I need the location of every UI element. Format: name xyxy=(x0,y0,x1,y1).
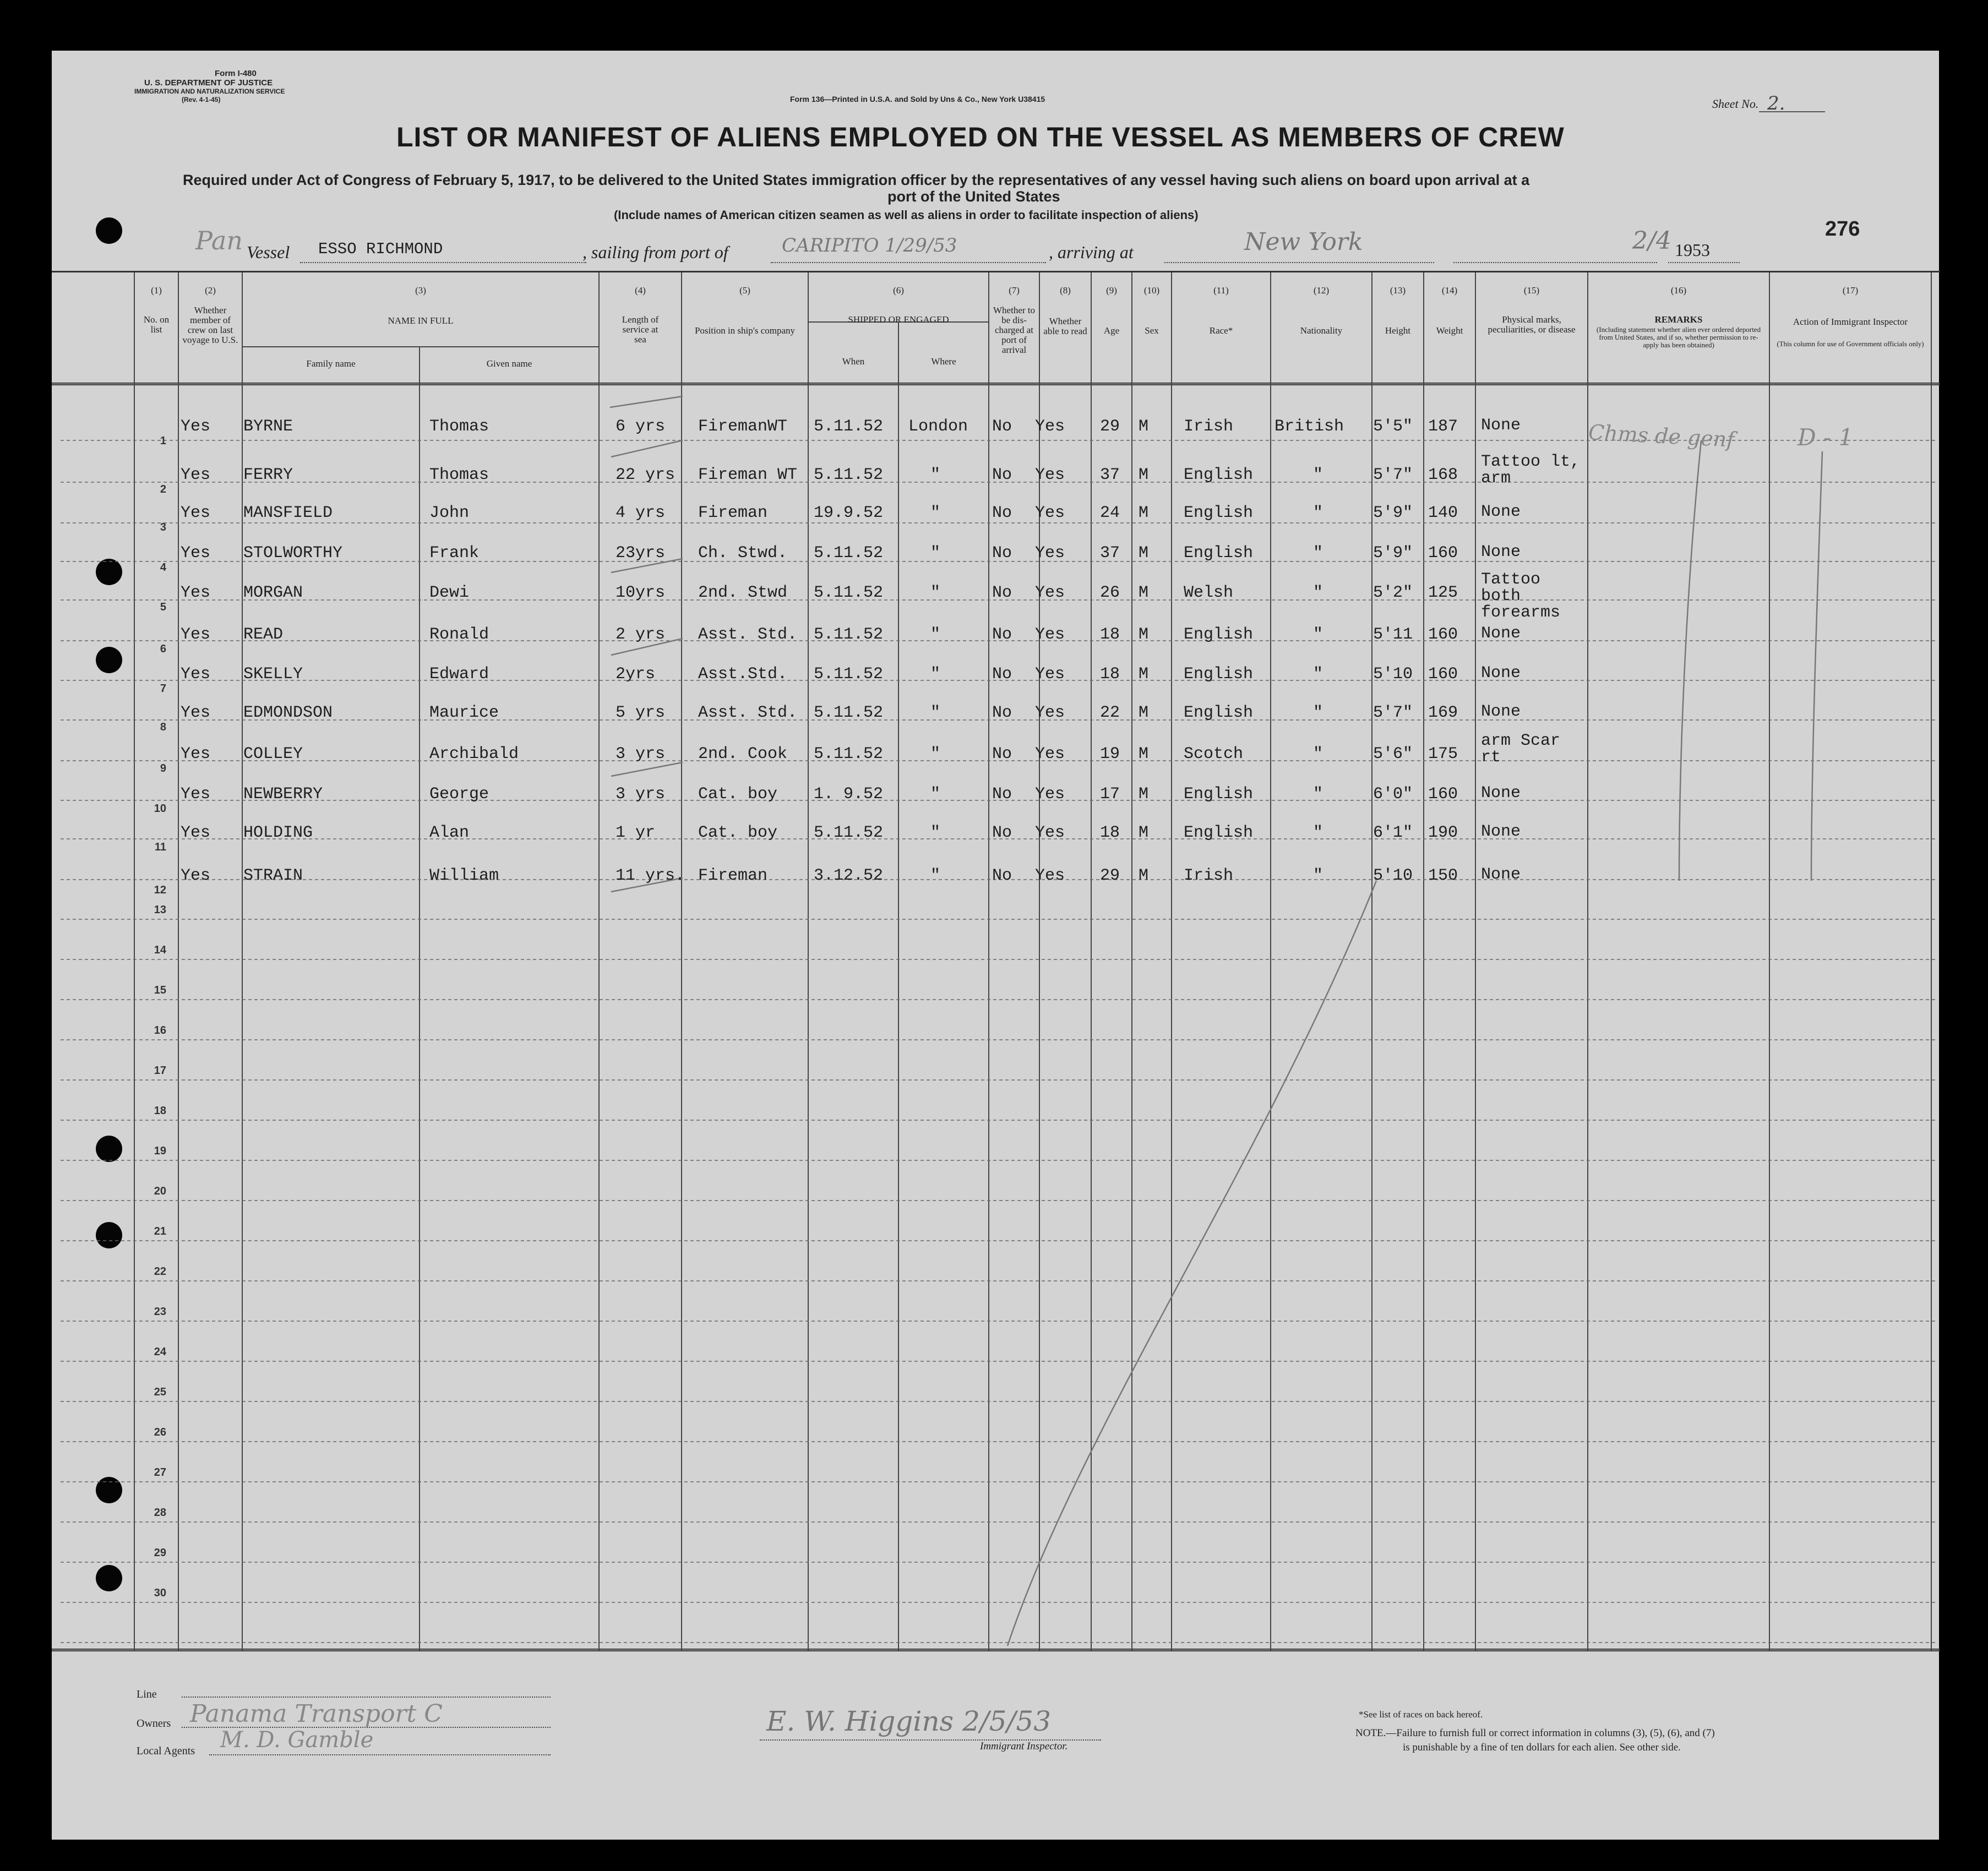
weight-cell: 187 xyxy=(1428,417,1458,436)
position-cell: Fireman xyxy=(698,504,768,522)
height-cell: 5'2" xyxy=(1373,583,1413,602)
sex-cell: M xyxy=(1139,665,1149,684)
able-to-read-cell: Yes xyxy=(1035,665,1065,684)
agents-underline xyxy=(209,1754,551,1755)
col-8-num: (8) xyxy=(1060,285,1071,296)
age-cell: 37 xyxy=(1100,544,1120,563)
height-cell: 5'11 xyxy=(1373,625,1413,644)
shipped-where-cell: " xyxy=(930,504,941,522)
position-cell: Cat. boy xyxy=(698,785,778,804)
col-7-header: Whether to be dis-charged at port of arrival xyxy=(993,305,1035,355)
race-cell: Irish xyxy=(1184,417,1234,436)
line-label: Line xyxy=(137,1688,157,1700)
last-voyage-cell: Yes xyxy=(181,625,211,644)
discharge-cell: No xyxy=(992,745,1012,763)
row-number: 7 xyxy=(160,683,166,695)
row-number: 29 xyxy=(154,1547,166,1559)
printer-line: Form 136—Printed in U.S.A. and Sold by Uns & Co., New York U38415 xyxy=(790,95,1045,103)
vessel-prefix: Pan xyxy=(195,226,243,255)
col-3-header: NAME IN FULL xyxy=(388,315,454,326)
weight-cell: 125 xyxy=(1428,583,1458,602)
height-cell: 5'10 xyxy=(1373,665,1413,684)
service-cell: 4 yrs xyxy=(616,504,666,522)
able-to-read-cell: Yes xyxy=(1035,703,1065,722)
family-name-cell: SKELLY xyxy=(243,665,303,684)
able-to-read-cell: Yes xyxy=(1035,544,1065,563)
family-name-cell: STOLWORTHY xyxy=(243,544,343,563)
arrival-port: New York xyxy=(1244,228,1363,256)
row-number: 18 xyxy=(154,1105,166,1117)
col-14-header: Weight xyxy=(1436,325,1463,336)
strike-mark xyxy=(610,396,683,407)
row-number: 17 xyxy=(154,1065,166,1077)
family-name-cell: EDMONDSON xyxy=(243,703,333,722)
weight-cell: 169 xyxy=(1428,703,1458,722)
service-cell: 5 yrs xyxy=(616,703,666,722)
action-annotation: D - 1 xyxy=(1798,424,1854,451)
last-voyage-cell: Yes xyxy=(181,544,211,563)
col-6-when-header: When xyxy=(842,356,865,367)
service-cell: 2 yrs xyxy=(616,625,666,644)
physical-marks-cell: None xyxy=(1481,503,1521,521)
given-name-cell: Thomas xyxy=(429,466,489,484)
sex-cell: M xyxy=(1139,785,1149,804)
service-cell: 11 yrs. xyxy=(616,866,685,885)
physical-marks-cell: Tattoo both forearms xyxy=(1481,570,1561,622)
col-12-num: (12) xyxy=(1313,285,1330,296)
family-name-cell: MANSFIELD xyxy=(243,504,333,522)
col-15-header: Physical marks, peculiarities, or disease xyxy=(1488,314,1576,335)
position-cell: 2nd. Cook xyxy=(698,745,788,763)
nationality-cell: " xyxy=(1313,785,1323,804)
row-number: 23 xyxy=(154,1306,166,1318)
age-cell: 24 xyxy=(1100,504,1120,522)
col-13-header: Height xyxy=(1385,325,1411,336)
row-number: 8 xyxy=(160,721,166,733)
position-cell: Asst. Std. xyxy=(698,703,798,722)
given-name-cell: Ronald xyxy=(429,625,489,644)
last-voyage-cell: Yes xyxy=(181,785,211,804)
sheet-number: 2. xyxy=(1767,92,1785,114)
service-cell: 3 yrs xyxy=(616,745,666,763)
col-6-where-header: Where xyxy=(931,356,956,367)
agents-value: M. D. Gamble xyxy=(220,1727,374,1753)
able-to-read-cell: Yes xyxy=(1035,466,1065,484)
able-to-read-cell: Yes xyxy=(1035,785,1065,804)
height-cell: 5'5" xyxy=(1373,417,1413,436)
physical-marks-cell: None xyxy=(1481,865,1521,884)
arrival-date: 2/4 xyxy=(1632,227,1671,255)
col-12-header: Nationality xyxy=(1300,325,1343,336)
able-to-read-cell: Yes xyxy=(1035,823,1065,842)
race-cell: English xyxy=(1184,466,1254,484)
family-name-cell: READ xyxy=(243,625,284,644)
shipped-where-cell: " xyxy=(930,866,941,885)
row-number: 19 xyxy=(154,1145,166,1157)
race-cell: English xyxy=(1184,823,1254,842)
col-13-num: (13) xyxy=(1390,285,1406,296)
row-number: 28 xyxy=(154,1507,166,1519)
race-cell: Scotch xyxy=(1184,745,1244,763)
row-number: 5 xyxy=(160,601,166,613)
given-name-cell: Dewi xyxy=(429,583,470,602)
col-4-num: (4) xyxy=(635,285,646,296)
shipped-when-cell: 5.11.52 xyxy=(814,466,884,484)
family-name-cell: MORGAN xyxy=(243,583,303,602)
given-name-cell: Archibald xyxy=(429,745,519,763)
able-to-read-cell: Yes xyxy=(1035,504,1065,522)
service-cell: 22 yrs xyxy=(616,466,676,484)
given-name-cell: Edward xyxy=(429,665,489,684)
required-line-1: Required under Act of Congress of February 5, 1917, to be delivered to the United States immigration officer by the representatives of any vessel having such aliens on board upon arrival at a xyxy=(183,172,1530,188)
height-cell: 5'6" xyxy=(1373,745,1413,763)
family-name-cell: NEWBERRY xyxy=(243,785,323,804)
discharge-cell: No xyxy=(992,504,1012,522)
last-voyage-cell: Yes xyxy=(181,583,211,602)
sex-cell: M xyxy=(1139,466,1149,484)
position-cell: Asst.Std. xyxy=(698,665,788,684)
shipped-where-cell: " xyxy=(930,583,941,602)
shipped-where-cell: " xyxy=(930,544,941,563)
row-number: 15 xyxy=(154,984,166,996)
col-14-num: (14) xyxy=(1441,285,1458,296)
discharge-cell: No xyxy=(992,625,1012,644)
able-to-read-cell: Yes xyxy=(1035,625,1065,644)
age-cell: 18 xyxy=(1100,823,1120,842)
vessel-name: ESSO RICHMOND xyxy=(318,240,443,258)
shipped-when-cell: 5.11.52 xyxy=(814,745,884,763)
row-number: 30 xyxy=(154,1587,166,1599)
col-5-header: Position in ship's company xyxy=(694,325,796,336)
col-17-num: (17) xyxy=(1842,285,1859,296)
shipped-where-cell: " xyxy=(930,466,941,484)
service-cell: 2yrs xyxy=(616,665,656,684)
age-cell: 18 xyxy=(1100,665,1120,684)
age-cell: 29 xyxy=(1100,866,1120,885)
arrival-year: 1953 xyxy=(1675,240,1710,260)
col-16-header: REMARKS xyxy=(1654,314,1703,325)
race-cell: Welsh xyxy=(1184,583,1234,602)
col-3-family-header: Family name xyxy=(306,358,356,369)
sex-cell: M xyxy=(1139,866,1149,885)
shipped-where-cell: " xyxy=(930,823,941,842)
col-3-given-header: Given name xyxy=(486,358,532,369)
row-number: 9 xyxy=(160,762,166,774)
race-cell: English xyxy=(1184,665,1254,684)
stamp-number: 276 xyxy=(1825,217,1860,241)
position-cell: Cat. boy xyxy=(698,823,778,842)
form-number: Form I-480 xyxy=(215,69,257,78)
able-to-read-cell: Yes xyxy=(1035,583,1065,602)
last-voyage-cell: Yes xyxy=(181,665,211,684)
col-16-subheader: (Including statement whether alien ever ordered deported from United States, and if so, whether permission to re-apply has been obtained) xyxy=(1596,325,1761,349)
col-11-header: Race* xyxy=(1209,325,1233,336)
shipped-when-cell: 5.11.52 xyxy=(814,625,884,644)
shipped-when-cell: 3.12.52 xyxy=(814,866,884,885)
col-3-num: (3) xyxy=(415,285,426,296)
age-cell: 18 xyxy=(1100,625,1120,644)
race-cell: Irish xyxy=(1184,866,1234,885)
given-name-cell: Frank xyxy=(429,544,480,563)
given-name-cell: John xyxy=(429,504,470,522)
col-9-header: Age xyxy=(1103,325,1120,336)
able-to-read-cell: Yes xyxy=(1035,417,1065,436)
col-17-subheader: (This column for use of Government officials only) xyxy=(1777,340,1924,348)
sailing-label: , sailing from port of xyxy=(582,242,728,262)
row-number: 22 xyxy=(154,1265,166,1278)
family-name-cell: STRAIN xyxy=(243,866,303,885)
service-cell: 23yrs xyxy=(616,544,666,563)
weight-cell: 160 xyxy=(1428,544,1458,563)
last-voyage-cell: Yes xyxy=(181,703,211,722)
nationality-cell: " xyxy=(1313,703,1323,722)
col-1-header: No. on list xyxy=(143,314,170,335)
shipped-where-cell: " xyxy=(930,625,941,644)
shipped-where-cell: " xyxy=(930,745,941,763)
vessel-label: Vessel xyxy=(247,242,290,262)
sex-cell: M xyxy=(1139,745,1149,763)
row-number: 1 xyxy=(160,435,166,447)
shipped-when-cell: 5.11.52 xyxy=(814,703,884,722)
family-name-cell: FERRY xyxy=(243,466,293,484)
line-underline xyxy=(182,1697,551,1698)
col-2-num: (2) xyxy=(205,285,216,296)
col-11-num: (11) xyxy=(1213,285,1229,296)
height-cell: 5'10 xyxy=(1373,866,1413,885)
col-9-num: (9) xyxy=(1106,285,1117,296)
last-voyage-cell: Yes xyxy=(181,504,211,522)
shipped-where-cell: " xyxy=(930,665,941,684)
nationality-cell: British xyxy=(1275,417,1344,436)
physical-marks-cell: None xyxy=(1481,664,1521,683)
height-cell: 5'7" xyxy=(1373,466,1413,484)
fine-note-2: is punishable by a fine of ten dollars for each alien. See other side. xyxy=(1403,1742,1681,1753)
row-number: 4 xyxy=(160,561,166,574)
sex-cell: M xyxy=(1139,417,1149,436)
weight-cell: 175 xyxy=(1428,745,1458,763)
weight-cell: 140 xyxy=(1428,504,1458,522)
nationality-cell: " xyxy=(1313,466,1323,484)
row-number: 27 xyxy=(154,1466,166,1479)
given-name-cell: George xyxy=(429,785,489,804)
nationality-cell: " xyxy=(1313,544,1323,563)
owners-label: Owners xyxy=(137,1717,171,1730)
inspector-signature: E. W. Higgins 2/5/53 xyxy=(766,1705,1052,1737)
height-cell: 6'1" xyxy=(1373,823,1413,842)
shipped-where-cell: London xyxy=(908,417,968,436)
height-cell: 5'7" xyxy=(1373,703,1413,722)
col-10-header: Sex xyxy=(1145,325,1159,336)
last-voyage-cell: Yes xyxy=(181,745,211,763)
shipped-when-cell: 5.11.52 xyxy=(814,583,884,602)
shipped-when-cell: 5.11.52 xyxy=(814,417,884,436)
position-cell: Asst. Std. xyxy=(698,625,798,644)
height-cell: 5'9" xyxy=(1373,504,1413,522)
physical-marks-cell: Tattoo lt, arm xyxy=(1481,452,1581,488)
physical-marks-cell: arm Scar rt xyxy=(1481,732,1561,767)
position-cell: Ch. Stwd. xyxy=(698,544,788,563)
nationality-cell: " xyxy=(1313,866,1323,885)
races-note: *See list of races on back hereof. xyxy=(1359,1709,1483,1720)
row-number: 25 xyxy=(154,1386,166,1398)
discharge-cell: No xyxy=(992,544,1012,563)
service-cell: 6 yrs xyxy=(616,417,666,436)
able-to-read-cell: Yes xyxy=(1035,745,1065,763)
row-number: 3 xyxy=(160,521,166,533)
discharge-cell: No xyxy=(992,417,1012,436)
sailing-port: CARIPITO 1/29/53 xyxy=(782,234,957,257)
col-6-header: SHIPPED OR ENGAGED xyxy=(848,314,949,325)
col-17-header: Action of Immigrant Inspector xyxy=(1793,317,1908,327)
weight-cell: 160 xyxy=(1428,665,1458,684)
position-cell: FiremanWT xyxy=(698,417,788,436)
race-cell: English xyxy=(1184,703,1254,722)
shipped-where-cell: " xyxy=(930,785,941,804)
age-cell: 19 xyxy=(1100,745,1120,763)
row-number: 2 xyxy=(160,483,166,495)
age-cell: 26 xyxy=(1100,583,1120,602)
weight-cell: 160 xyxy=(1428,785,1458,804)
sex-cell: M xyxy=(1139,625,1149,644)
service-cell: 1 yr xyxy=(616,823,656,842)
row-number: 10 xyxy=(154,803,166,815)
given-name-cell: William xyxy=(429,866,499,885)
age-cell: 22 xyxy=(1100,703,1120,722)
row-number: 21 xyxy=(154,1225,166,1237)
remarks-annotation: Chms de genf xyxy=(1588,420,1735,452)
able-to-read-cell: Yes xyxy=(1035,866,1065,885)
weight-cell: 168 xyxy=(1428,466,1458,484)
race-cell: English xyxy=(1184,785,1254,804)
physical-marks-cell: None xyxy=(1481,702,1521,721)
required-line-2: port of the United States xyxy=(887,188,1060,205)
last-voyage-cell: Yes xyxy=(181,866,211,885)
row-number: 13 xyxy=(154,904,166,916)
row-number: 12 xyxy=(154,884,166,896)
shipped-when-cell: 19.9.52 xyxy=(814,504,884,522)
row-number: 16 xyxy=(154,1024,166,1037)
col-16-num: (16) xyxy=(1670,285,1687,296)
row-number: 20 xyxy=(154,1185,166,1197)
age-cell: 37 xyxy=(1100,466,1120,484)
sheet-label: Sheet No. xyxy=(1712,97,1759,111)
race-cell: English xyxy=(1184,544,1254,563)
service: IMMIGRATION AND NATURALIZATION SERVICE xyxy=(134,88,285,95)
nationality-cell: " xyxy=(1313,823,1323,842)
physical-marks-cell: None xyxy=(1481,784,1521,803)
inspector-label: Immigrant Inspector. xyxy=(980,1741,1068,1752)
agents-label: Local Agents xyxy=(137,1745,195,1757)
sex-cell: M xyxy=(1139,703,1149,722)
physical-marks-cell: None xyxy=(1481,543,1521,561)
position-cell: Fireman WT xyxy=(698,466,798,484)
discharge-cell: No xyxy=(992,703,1012,722)
family-name-cell: BYRNE xyxy=(243,417,293,436)
col-8-header: Whether able to read xyxy=(1043,316,1087,336)
page-title: LIST OR MANIFEST OF ALIENS EMPLOYED ON THE VESSEL AS MEMBERS OF CREW xyxy=(396,122,1565,152)
service-cell: 10yrs xyxy=(616,583,666,602)
race-cell: English xyxy=(1184,625,1254,644)
sex-cell: M xyxy=(1139,504,1149,522)
family-name-cell: HOLDING xyxy=(243,823,313,842)
discharge-cell: No xyxy=(992,583,1012,602)
department: U. S. DEPARTMENT OF JUSTICE xyxy=(144,78,273,88)
last-voyage-cell: Yes xyxy=(181,466,211,484)
shipped-when-cell: 1. 9.52 xyxy=(814,785,884,804)
physical-marks-cell: None xyxy=(1481,822,1521,841)
weight-cell: 150 xyxy=(1428,866,1458,885)
weight-cell: 160 xyxy=(1428,625,1458,644)
discharge-cell: No xyxy=(992,466,1012,484)
weight-cell: 190 xyxy=(1428,823,1458,842)
col-15-num: (15) xyxy=(1523,285,1540,296)
shipped-where-cell: " xyxy=(930,703,941,722)
service-cell: 3 yrs xyxy=(616,785,666,804)
nationality-cell: " xyxy=(1313,583,1323,602)
shipped-when-cell: 5.11.52 xyxy=(814,823,884,842)
row-number: 14 xyxy=(154,944,166,956)
col-5-num: (5) xyxy=(739,285,750,296)
row-number: 24 xyxy=(154,1346,166,1358)
given-name-cell: Maurice xyxy=(429,703,499,722)
age-cell: 17 xyxy=(1100,785,1120,804)
nationality-cell: " xyxy=(1313,625,1323,644)
sex-cell: M xyxy=(1139,544,1149,563)
col-4-header: Length of service at sea xyxy=(622,314,659,345)
col-10-num: (10) xyxy=(1143,285,1160,296)
physical-marks-cell: None xyxy=(1481,416,1521,435)
include-note: (Include names of American citizen seamen as well as aliens in order to facilitate inspection of aliens) xyxy=(614,208,1199,222)
last-voyage-cell: Yes xyxy=(181,823,211,842)
family-name-cell: COLLEY xyxy=(243,745,303,763)
arriving-label: , arriving at xyxy=(1049,242,1134,262)
col-7-num: (7) xyxy=(1009,285,1020,296)
nationality-cell: " xyxy=(1313,504,1323,522)
col-1-num: (1) xyxy=(151,285,162,296)
position-cell: Fireman xyxy=(698,866,768,885)
discharge-cell: No xyxy=(992,823,1012,842)
owners-value: Panama Transport C xyxy=(190,1700,443,1728)
nationality-cell: " xyxy=(1313,745,1323,763)
age-cell: 29 xyxy=(1100,417,1120,436)
revision: (Rev. 4-1-45) xyxy=(182,96,221,103)
row-number: 11 xyxy=(154,841,166,853)
height-cell: 6'0" xyxy=(1373,785,1413,804)
row-number: 6 xyxy=(160,643,166,655)
given-name-cell: Alan xyxy=(429,823,470,842)
nationality-cell: " xyxy=(1313,665,1323,684)
physical-marks-cell: None xyxy=(1481,624,1521,643)
given-name-cell: Thomas xyxy=(429,417,489,436)
discharge-cell: No xyxy=(992,665,1012,684)
fine-note-1: NOTE.—Failure to furnish full or correct information in columns (3), (5), (6), and (7) xyxy=(1355,1727,1715,1739)
position-cell: 2nd. Stwd xyxy=(698,583,788,602)
col-2-header: Whether member of crew on last voyage to U.S. xyxy=(182,305,238,345)
col-6-num: (6) xyxy=(893,285,904,296)
sex-cell: M xyxy=(1139,823,1149,842)
height-cell: 5'9" xyxy=(1373,544,1413,563)
shipped-when-cell: 5.11.52 xyxy=(814,544,884,563)
row-number: 26 xyxy=(154,1426,166,1438)
discharge-cell: No xyxy=(992,866,1012,885)
shipped-when-cell: 5.11.52 xyxy=(814,665,884,684)
sex-cell: M xyxy=(1139,583,1149,602)
race-cell: English xyxy=(1184,504,1254,522)
discharge-cell: No xyxy=(992,785,1012,804)
last-voyage-cell: Yes xyxy=(181,417,211,436)
